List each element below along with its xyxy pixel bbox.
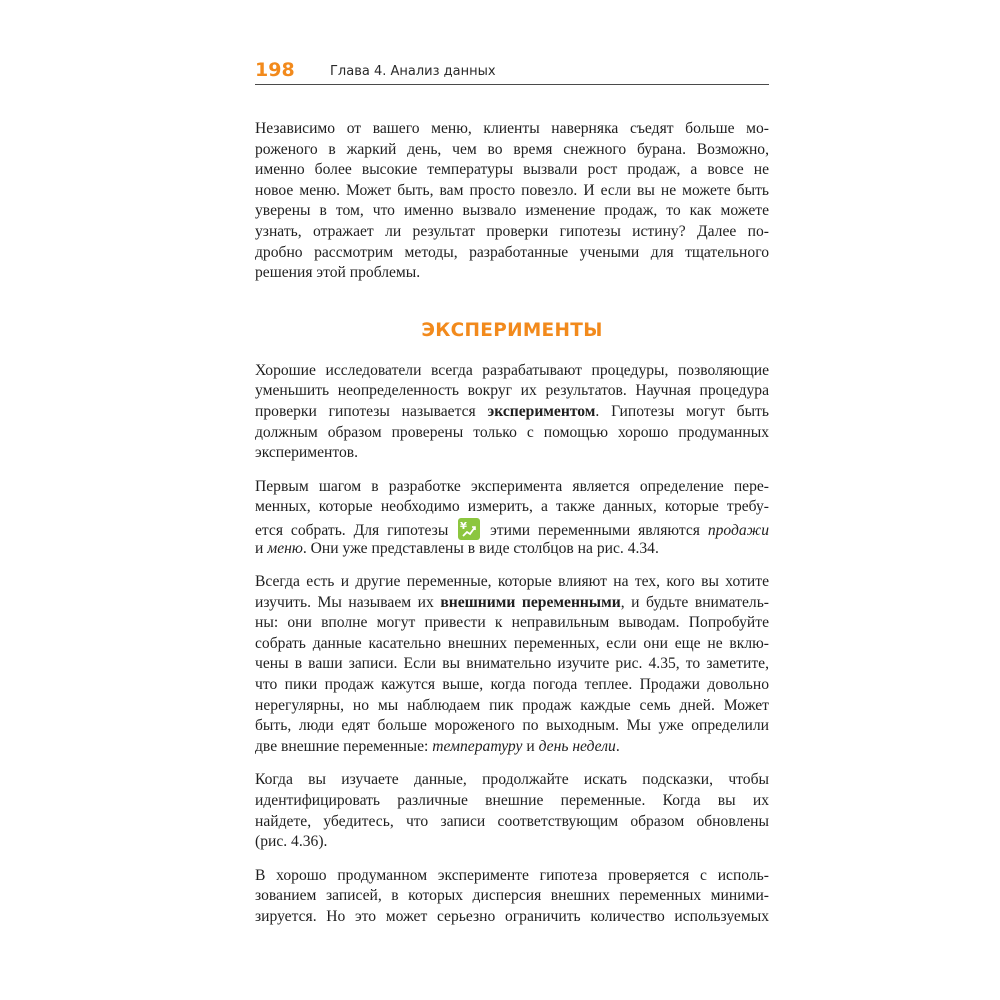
text-run: ется собрать. Для гипотезы <box>255 521 457 539</box>
term-external-variables: внешними переменными <box>440 593 621 611</box>
variable-menu: меню <box>267 539 303 557</box>
text-run: . Гипотезы могут быть <box>595 402 769 420</box>
text-line: идентифицировать различные внешние переменные. Когда вы их <box>255 792 769 810</box>
text-run: . Они уже представлены в виде столбцов на рис. 4.34. <box>302 539 659 557</box>
page-number: 198 <box>255 59 295 81</box>
text-line <box>255 539 769 560</box>
variable-temperature: температуру <box>432 737 523 755</box>
paragraph-well-designed-experiment <box>255 866 769 928</box>
text-line: должным образом проверены только с помощью хорошо продуманных <box>255 423 769 441</box>
paragraph-clues <box>255 770 769 852</box>
variable-weekday: день недели <box>538 737 616 755</box>
text-line: решения этой проблемы. <box>255 264 421 282</box>
text-line: что пики продаж кажутся выше, когда погода теплее. Продажи довольно <box>255 676 769 694</box>
svg-text:¥: ¥ <box>460 520 468 532</box>
text-line <box>255 593 769 614</box>
text-line: Первым шагом в разработке эксперимента является определение пере- <box>255 477 769 495</box>
text-line: именно более высокие температуры вызвали рост продаж, а вовсе не <box>255 161 769 179</box>
page-body <box>255 119 769 928</box>
text-line: узнать, отражает ли результат проверки гипотезы истину? Далее по- <box>255 222 769 240</box>
text-line <box>255 518 769 539</box>
text-line: ны: они вполне могут привести к неправильным выводам. Попробуйте <box>255 614 769 632</box>
text-run: . <box>615 737 620 755</box>
text-line: чены в ваши записи. Если вы внимательно изучите рис. 4.35, то заметите, <box>255 655 769 673</box>
text-run: проверки гипотезы называется <box>255 402 488 420</box>
text-line: экспериментов. <box>255 444 359 462</box>
text-run: , и будьте вниматель- <box>620 593 769 611</box>
hypothesis-icon <box>458 518 480 540</box>
text-line <box>255 402 769 423</box>
text-line: уверены в том, что именно вызвало изменение продаж, то как можете <box>255 202 769 220</box>
text-line: Независимо от вашего меню, клиенты наверняка съедят больше мо- <box>255 120 769 137</box>
text-line: Хорошие исследователи всегда разрабатывают процедуры, позволяющие <box>255 361 769 379</box>
text-line: новое меню. Может быть, вам просто повезло. И если вы не можете быть <box>255 181 769 199</box>
text-line: нерегулярны, но мы наблюдаем пик продаж каждые семь дней. Может <box>255 696 769 714</box>
text-line: собрать данные касательно внешних переменных, если они еще не вклю- <box>255 634 769 652</box>
text-line: дробно рассмотрим методы, разработанные учеными для тщательного <box>255 243 769 261</box>
text-run: и <box>255 539 268 557</box>
text-line: Всегда есть и другие переменные, которые влияют на тех, кого вы хотите <box>255 573 769 591</box>
text-line: найдете, убедитесь, что записи соответствующим образом обновлены <box>255 812 769 830</box>
text-line: (рис. 4.36). <box>255 833 328 851</box>
chapter-title: Глава 4. Анализ данных <box>330 64 496 79</box>
text-line: роженого в жаркий день, чем во время снежного бурана. Возможно, <box>255 140 769 158</box>
text-run: и <box>522 737 539 755</box>
text-line: Когда вы изучаете данные, продолжайте искать подсказки, чтобы <box>255 771 769 789</box>
paragraph-experiments <box>255 361 769 464</box>
section-heading: ЭКСПЕРИМЕНТЫ <box>421 319 603 341</box>
text-run: изучить. Мы называем их <box>255 593 441 611</box>
term-experiment: экспериментом <box>487 402 596 420</box>
paragraph-variables <box>255 477 769 559</box>
text-line: зируется. Но это может серьезно ограничить количество используемых <box>255 908 769 925</box>
text-line: быть, люди едят больше мороженого по выходным. Мы уже определили <box>255 717 769 735</box>
paragraph-external-variables <box>255 572 769 757</box>
text-line <box>255 737 769 758</box>
text-run: две внешние переменные: <box>255 737 433 755</box>
running-head <box>255 58 769 85</box>
text-line: В хорошо продуманном эксперименте гипотеза проверяется с исполь- <box>255 866 769 884</box>
variable-sales: продажи <box>707 521 769 539</box>
text-run: этими переменными являются <box>482 521 708 539</box>
text-line: менных, которые необходимо измерить, а также данных, которые требу- <box>255 498 769 516</box>
text-line: уменьшить неопределенность вокруг их результатов. Научная процедура <box>255 382 769 400</box>
intro-paragraph <box>255 119 769 284</box>
text-line: зованием записей, в которых дисперсия внешних переменных миними- <box>255 887 769 905</box>
